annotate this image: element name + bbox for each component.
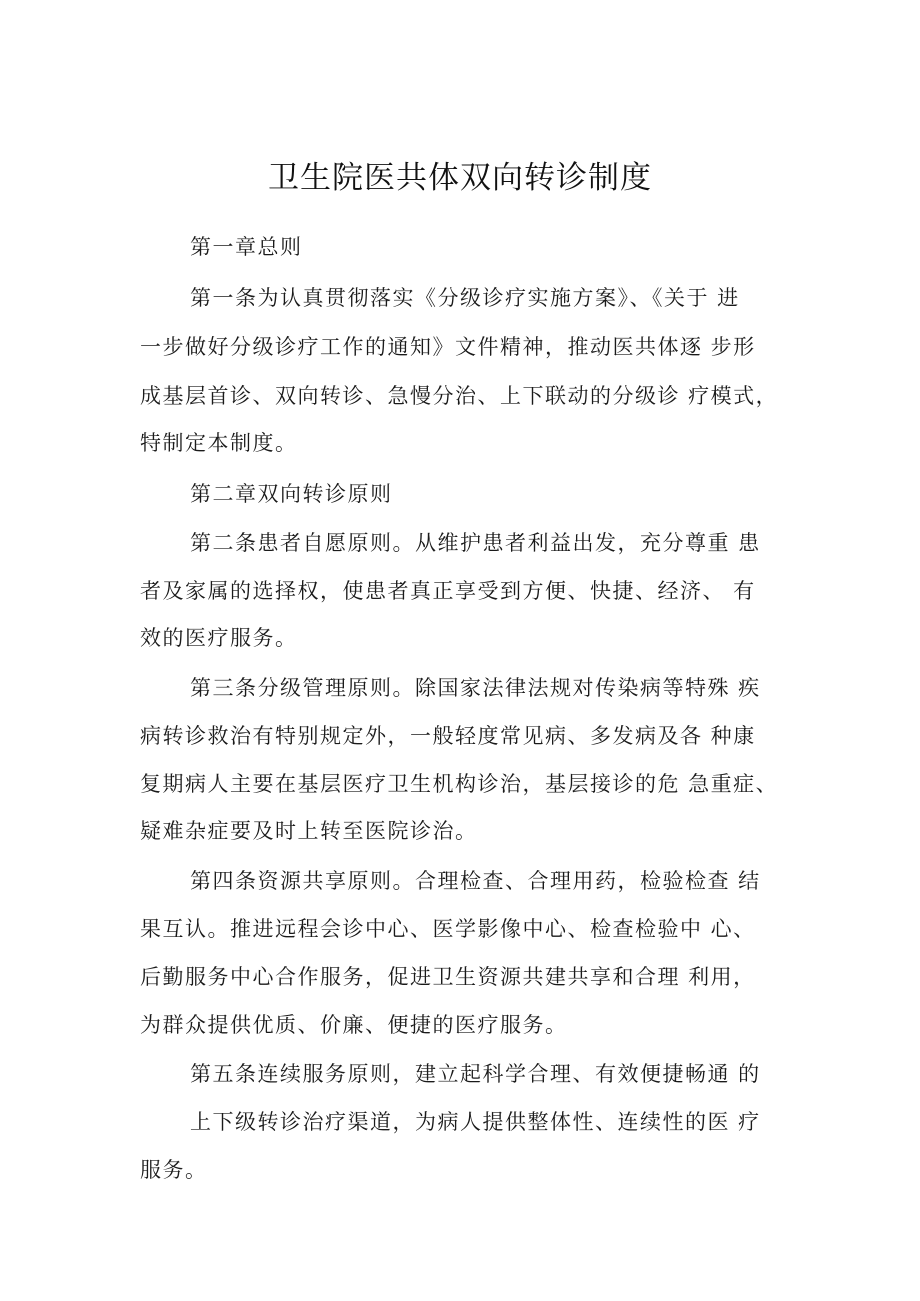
paragraph-line: 果互认。推进远程会诊中心、医学影像中心、检查检验中 心、 <box>140 917 756 941</box>
paragraph-line: 第二条患者自愿原则。从维护患者利益出发，充分尊重 患 <box>190 531 761 555</box>
paragraph-line: 复期病人主要在基层医疗卫生机构诊治，基层接诊的危 急重症、 <box>140 772 779 796</box>
paragraph-line: 病转诊救治有特别规定外，一般轻度常见病、多发病及各 种康 <box>140 724 756 748</box>
chapter-heading: 第一章总则 <box>190 235 303 259</box>
paragraph-line: 第一条为认真贯彻落实《分级诊疗实施方案》、《关于 进 <box>190 286 740 310</box>
paragraph-line: 为群众提供优质、价廉、便捷的医疗服务。 <box>140 1013 568 1037</box>
paragraph-line: 第三条分级管理原则。除国家法律法规对传染病等特殊 疾 <box>190 676 761 700</box>
paragraph-line: 效的医疗服务。 <box>140 626 298 650</box>
paragraph-line: 第五条连续服务原则，建立起科学合理、有效便捷畅通 的 <box>190 1062 761 1086</box>
paragraph-line: 者及家属的选择权，使患者真正享受到方便、快捷、经济、 有 <box>140 579 756 603</box>
document-title: 卫生院医共体双向转诊制度 <box>268 160 652 196</box>
chapter-heading: 第二章双向转诊原则 <box>190 482 393 506</box>
paragraph-line: 一步做好分级诊疗工作的通知》文件精神，推动医共体逐 步形 <box>140 335 756 359</box>
paragraph-line: 上下级转诊治疗渠道，为病人提供整体性、连续性的医 疗 <box>190 1110 761 1134</box>
paragraph-line: 疑难杂症要及时上转至医院诊治。 <box>140 819 478 843</box>
paragraph-line: 第四条资源共享原则。合理检查、合理用药，检验检查 结 <box>190 869 761 893</box>
paragraph-line: 成基层首诊、双向转诊、急慢分治、上下联动的分级诊 疗模式， <box>140 384 779 408</box>
paragraph-line: 后勤服务中心合作服务，促进卫生资源共建共享和合理 利用， <box>140 965 756 989</box>
paragraph-line: 特制定本制度。 <box>140 431 298 455</box>
paragraph-line: 服务。 <box>140 1158 208 1182</box>
